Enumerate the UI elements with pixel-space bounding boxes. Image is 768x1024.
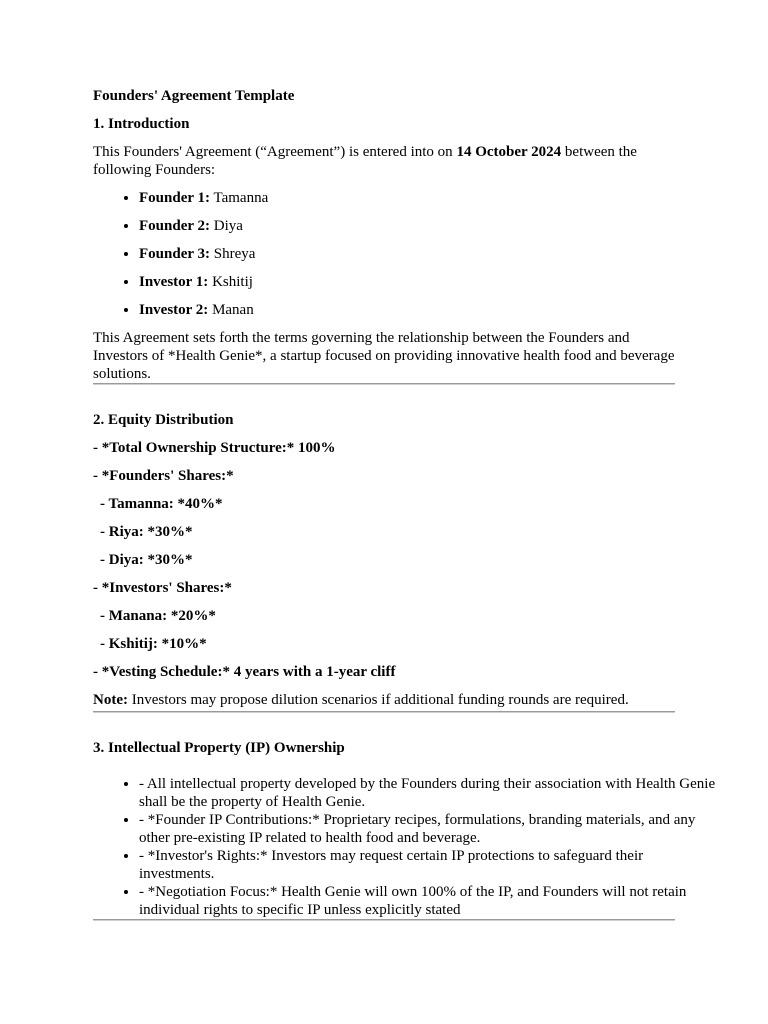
intro-text-before: This Founders' Agreement (“Agreement”) is entered into on — [93, 144, 457, 160]
party-name: Diya — [213, 218, 243, 234]
founders-shares-label: - *Founders' Shares:* — [93, 468, 234, 484]
party-name: Kshitij — [212, 274, 253, 290]
note-label: Note: — [93, 692, 128, 708]
founder-share: - Tamanna: *40%* — [100, 496, 223, 512]
equity-heading: 2. Equity Distribution — [93, 412, 234, 428]
list-item: • - *Founder IP Contributions:* Proprietary recipes, formulations, branding materials, and any other pre-existing IP related to health food and beverage. — [139, 811, 721, 847]
agreement-date: 14 October 2024 — [456, 144, 562, 160]
investor-share: - Kshitij: *10%* — [100, 636, 207, 652]
section-divider — [93, 919, 675, 921]
party-name: Tamanna — [213, 190, 269, 206]
ip-heading: 3. Intellectual Property (IP) Ownership — [93, 740, 345, 756]
list-item: • - *Investor's Rights:* Investors may request certain IP protections to safeguard their investments. — [139, 847, 721, 883]
party-list — [93, 189, 675, 319]
ip-list — [93, 775, 721, 919]
list-item — [139, 189, 675, 207]
ip-section — [93, 739, 716, 921]
intro-text-after: between the following Founders: — [93, 144, 637, 178]
document-title: Founders' Agreement Template — [93, 88, 295, 104]
party-label: Founder 3: — [139, 246, 210, 262]
vesting-schedule: - *Vesting Schedule:* 4 years with a 1-year cliff — [93, 664, 396, 680]
introduction-closing: This Agreement sets forth the terms governing the relationship between the Founders and Investors of *Health Genie*, a startup focused on providing innovative health food and beverage solutions. — [93, 330, 675, 382]
introduction-paragraph — [93, 143, 675, 179]
party-label: Investor 1: — [139, 274, 209, 290]
equity-note — [93, 691, 675, 709]
list-item — [139, 245, 675, 263]
investor-share: - Manana: *20%* — [100, 608, 216, 624]
party-label: Founder 2: — [139, 218, 210, 234]
list-item — [139, 273, 675, 291]
party-label: Founder 1: — [139, 190, 210, 206]
party-name: Manan — [212, 302, 254, 318]
investors-shares-label: - *Investors' Shares:* — [93, 580, 232, 596]
party-name: Shreya — [213, 246, 256, 262]
document-body — [93, 87, 716, 921]
introduction-heading: 1. Introduction — [93, 116, 190, 132]
party-label: Investor 2: — [139, 302, 209, 318]
note-text: Investors may propose dilution scenarios if additional funding rounds are required. — [127, 692, 629, 708]
list-item: • - All intellectual property developed by the Founders during their association with Health Genie shall be the property of Health Genie. — [139, 775, 721, 811]
founder-share: - Riya: *30%* — [100, 524, 193, 540]
total-ownership: - *Total Ownership Structure:* 100% — [93, 440, 336, 456]
list-item — [139, 301, 675, 319]
founder-share: - Diya: *30%* — [100, 552, 193, 568]
list-item — [139, 217, 675, 235]
list-item: • - *Negotiation Focus:* Health Genie will own 100% of the IP, and Founders will not retain individual rights to specific IP unless explicitly stated — [139, 883, 721, 919]
equity-section — [93, 411, 675, 709]
introduction-section — [93, 115, 675, 383]
